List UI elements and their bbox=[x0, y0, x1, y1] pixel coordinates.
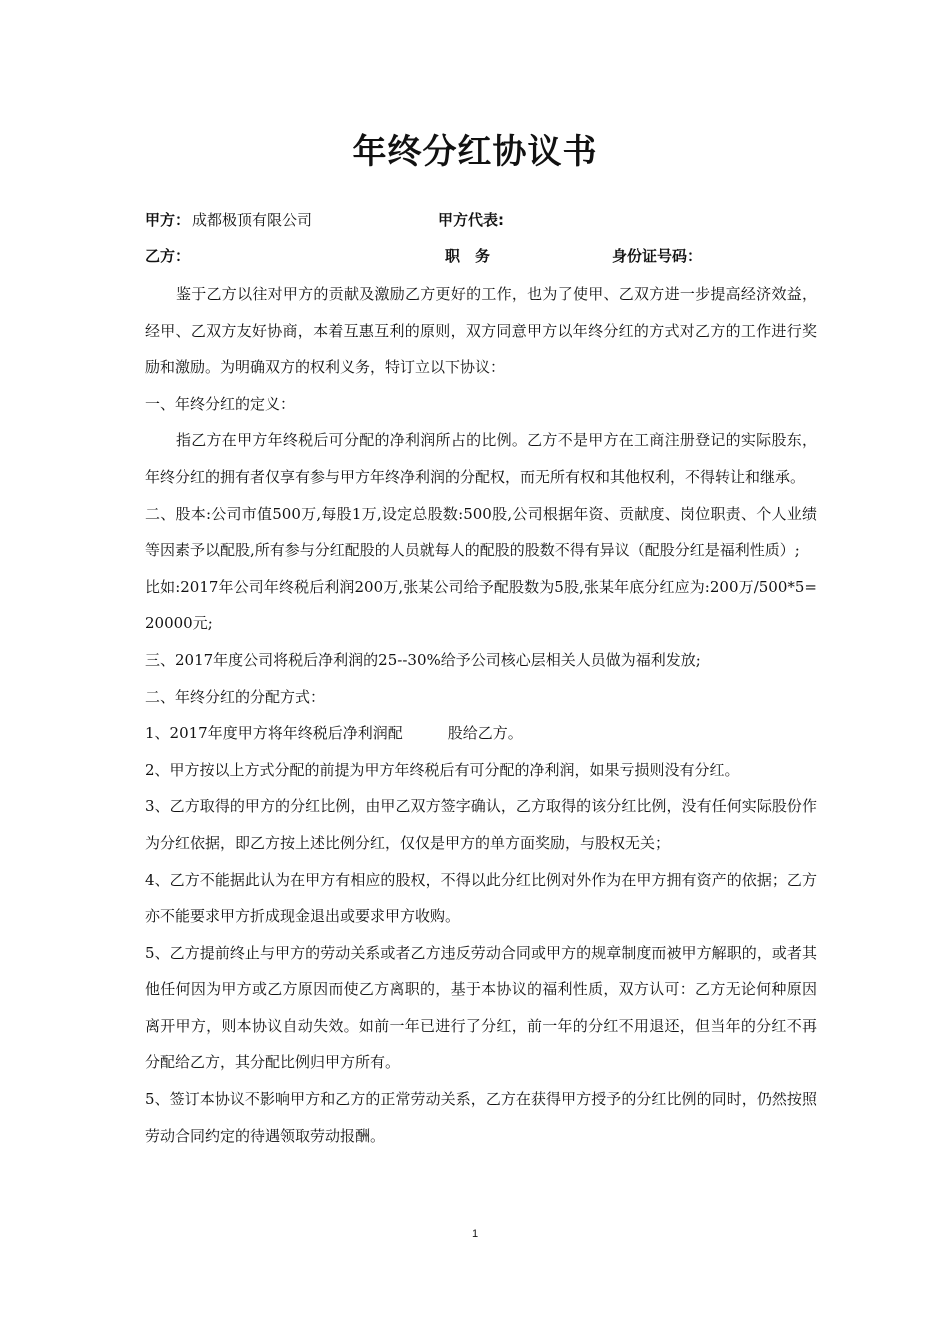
page-title: 年终分红协议书 bbox=[352, 132, 598, 172]
example-paragraph: 比如:2017年公司年终税后利润200万,张某公司给予配股数为5股,张某年底分红应为:200万/500*5=20000元; bbox=[145, 577, 817, 633]
party-a-name: 成都极顶有限公司 bbox=[192, 211, 313, 229]
party-a-label: 甲方： bbox=[145, 211, 191, 229]
definition-paragraph: 指乙方在甲方年终税后可分配的净利润所占的比例。乙方不是甲方在工商注册登记的实际股东，年终分红的拥有者仅享有参与甲方年终净利润的分配权，而无所有权和其他权利，不得转让和继承。 bbox=[145, 431, 817, 486]
position-label: 职 务 bbox=[445, 247, 491, 265]
page-number: 1 bbox=[471, 1228, 479, 1240]
clause-item: 3、乙方取得的甲方的分红比例，由甲乙双方签字确认，乙方取得的该分红比例，没有任何实际股份作为分红依据，即乙方按上述比例分红，仅仅是甲方的单方面奖励，与股权无关； bbox=[145, 797, 817, 852]
id-number-label: 身份证号码： bbox=[612, 247, 703, 265]
party-a-rep-label: 甲方代表: bbox=[438, 211, 504, 229]
clause-item: 5、签订本协议不影响甲方和乙方的正常劳动关系，乙方在获得甲方授予的分红比例的同时，仍然按照劳动合同约定的待遇领取劳动报酬。 bbox=[145, 1090, 817, 1145]
profit-share-paragraph: 三、2017年度公司将税后净利润的25--30%给予公司核心层相关人员做为福利发放; bbox=[145, 650, 701, 669]
clause-item: 2、甲方按以上方式分配的前提为甲方年终税后有可分配的净利润，如果亏损则没有分红。 bbox=[145, 760, 740, 779]
section-heading: 二、年终分红的分配方式： bbox=[145, 687, 326, 706]
clause-item: 1、2017年度甲方将年终税后净利润配 股给乙方。 bbox=[145, 724, 523, 743]
party-b-label: 乙方： bbox=[145, 247, 191, 265]
share-capital-paragraph: 二、股本:公司市值500万,每股1万,设定总股数:500股,公司根据年资、贡献度、岗位职责、个人业绩等因素予以配股,所有参与分红配股的人员就每人的配股的股数不得有异议（配股分红是福利性质）; bbox=[145, 504, 817, 560]
section-heading: 一、年终分红的定义： bbox=[145, 394, 296, 413]
agreement-body bbox=[145, 276, 817, 1154]
clause-item: 4、乙方不能据此认为在甲方有相应的股权，不得以此分红比例对外作为在甲方拥有资产的依据；乙方亦不能要求甲方折成现金退出或要求甲方收购。 bbox=[145, 870, 817, 926]
preamble-paragraph: 鉴于乙方以往对甲方的贡献及激励乙方更好的工作，也为了使甲、乙双方进一步提高经济效益，经甲、乙双方友好协商，本着互惠互利的原则，双方同意甲方以年终分红的方式对乙方的工作进行奖励和激励。为明确双方的权利义务，特订立以下协议： bbox=[145, 285, 817, 377]
clause-item: 5、乙方提前终止与甲方的劳动关系或者乙方违反劳动合同或甲方的规章制度而被甲方解职的，或者其他任何因为甲方或乙方原因而使乙方离职的，基于本协议的福利性质，双方认可：乙方无论何种原因离开甲方，则本协议自动失效。如前一年已进行了分红，前一年的分红不用退还，但当年的分红不再分配给乙方，其分配比例归甲方所有。 bbox=[145, 943, 817, 1072]
